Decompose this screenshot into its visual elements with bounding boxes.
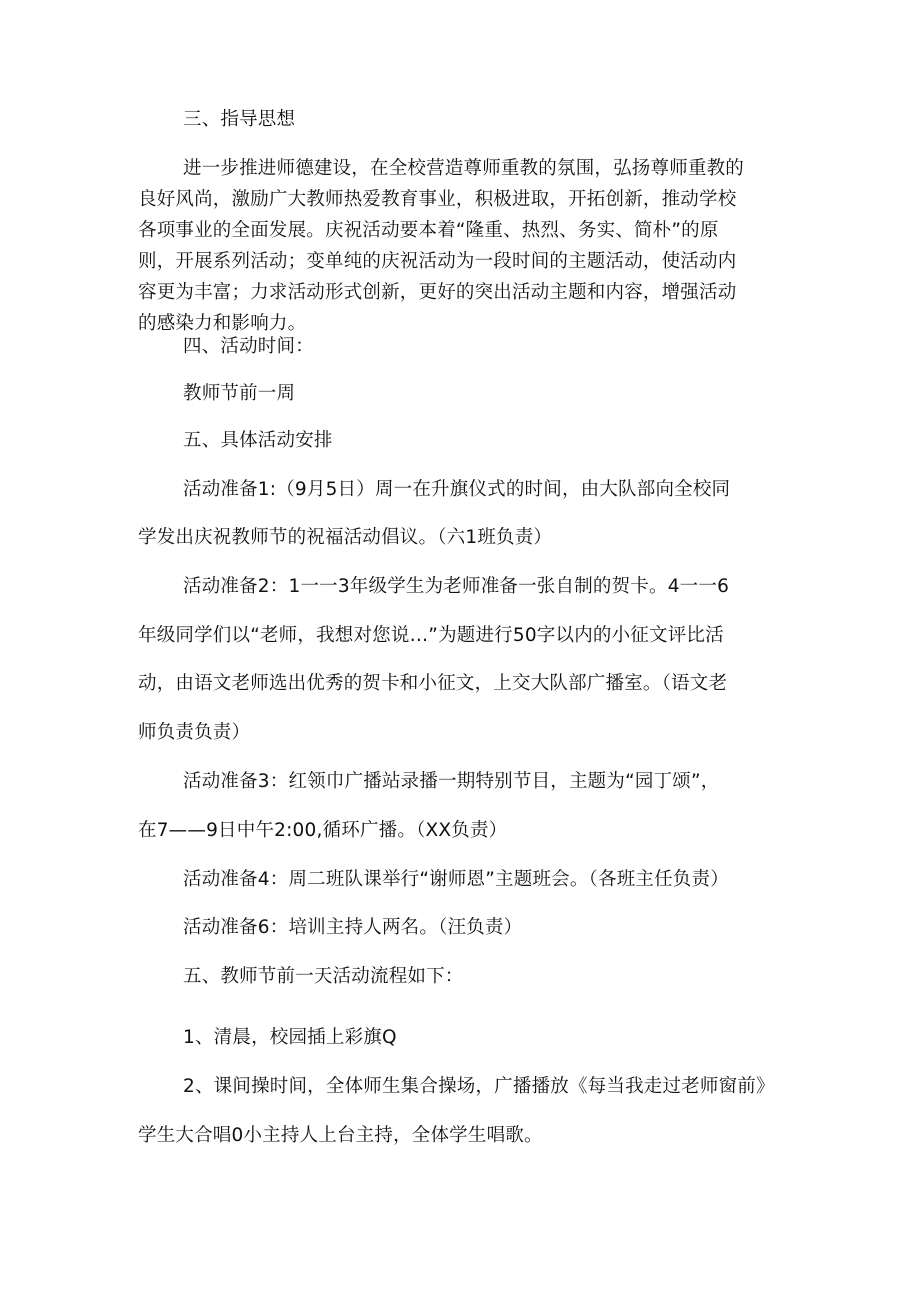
prep6-line: 活动准备6：培训主持人两名。（汪负责） xyxy=(183,917,523,938)
flow-item-2-line-1: 2、课间操时间，全体师生集合操场，广播播放《每当我走过老师窗前》 xyxy=(183,1076,775,1097)
paragraph-line: 则，开展系列活动；变单纯的庆祝活动为一段时间的主题活动，使活动内 xyxy=(138,251,737,272)
section-heading-guiding-ideology: 三、指导思想 xyxy=(183,109,296,130)
prep2-line-2: 年级同学们以“老师，我想对您说…”为题进行50字以内的小征文评比活 xyxy=(138,625,724,646)
paragraph-line: 容更为丰富；力求活动形式创新，更好的突出活动主题和内容，增强活动 xyxy=(138,282,737,303)
prep1-line-1: 活动准备1:（9月5日）周一在升旗仪式的时间，由大队部向全校同 xyxy=(183,479,731,500)
activity-time-text: 教师节前一周 xyxy=(183,383,296,404)
paragraph-line: 的感染力和影响力。 xyxy=(138,313,307,334)
guiding-ideology-paragraph xyxy=(138,153,786,339)
flow-item-1: 1、清晨，校园插上彩旗Q xyxy=(183,1027,397,1048)
prep3-line-2: 在7——9日中午2:00,循环广播。（XX负责） xyxy=(138,820,508,841)
paragraph-line: 进一步推进师德建设，在全校营造尊师重教的氛围，弘扬尊师重教的 xyxy=(183,158,745,179)
section-heading-flow: 五、教师节前一天活动流程如下： xyxy=(183,966,464,987)
prep4-line: 活动准备4：周二班队课举行“谢师恩”主题班会。（各班主任负责） xyxy=(183,869,729,890)
section-heading-activity-schedule: 五、具体活动安排 xyxy=(183,430,333,451)
section-heading-activity-time: 四、活动时间： xyxy=(183,336,314,357)
paragraph-line: 良好风尚，激励广大教师热爱教育事业，积极进取，开拓创新，推动学校 xyxy=(138,189,737,210)
prep1-line-2: 学发出庆祝教师节的祝福活动倡议。（六1班负责） xyxy=(138,527,553,548)
prep2-line-1: 活动准备2：1一一3年级学生为老师准备一张自制的贺卡。4一一6 xyxy=(183,576,730,597)
prep2-line-3: 动，由语文老师选出优秀的贺卡和小征文，上交大队部广播室。（语文老 xyxy=(138,673,728,694)
flow-item-2-line-2: 学生大合唱0小主持人上台主持，全体学生唱歌。 xyxy=(138,1125,543,1146)
prep3-line-1: 活动准备3：红领巾广播站录播一期特别节目，主题为“园丁颂”， xyxy=(183,771,720,792)
paragraph-line: 各项事业的全面发展。庆祝活动要本着“隆重、热烈、务实、简朴”的原 xyxy=(138,220,719,241)
prep2-line-4: 师负责负责） xyxy=(138,722,251,743)
